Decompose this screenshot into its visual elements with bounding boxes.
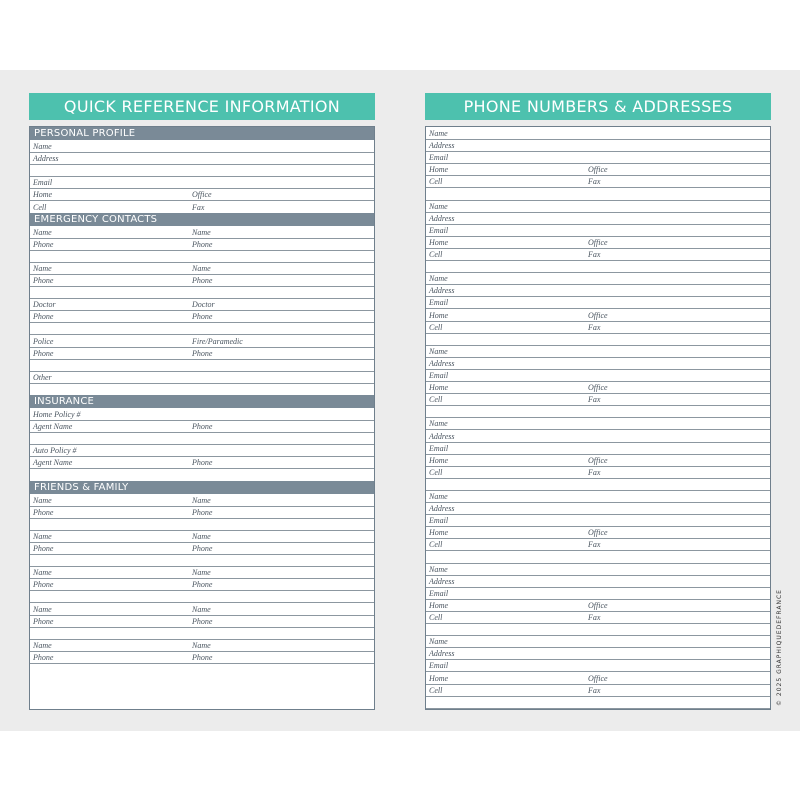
field-label: Fax [588,613,601,622]
write-line[interactable] [30,152,374,165]
write-line[interactable] [30,530,374,543]
field-label: Name [33,495,52,505]
field-label: Phone [33,507,54,517]
field-label: Phone [192,239,213,249]
write-line[interactable] [30,494,374,507]
field-label: Cell [33,202,47,212]
section-heading: FRIENDS & FAMILY [30,481,374,494]
write-line[interactable] [426,260,770,273]
write-line[interactable] [426,345,770,358]
write-line[interactable] [426,284,770,297]
write-line[interactable] [426,175,770,188]
write-line[interactable] [30,578,374,591]
write-line[interactable] [30,420,374,433]
write-line[interactable] [426,684,770,697]
section-heading: PERSONAL PROFILE [30,127,374,140]
write-line[interactable] [426,127,770,140]
field-label: Cell [429,250,443,259]
field-label: Address [429,576,455,586]
write-line[interactable] [30,274,374,287]
write-line[interactable] [30,201,374,214]
field-label: Email [429,225,449,235]
write-line[interactable] [30,176,374,189]
field-label: Name [192,495,211,505]
field-label: Name [33,568,52,578]
write-line[interactable] [30,408,374,421]
field-label: Address [33,154,59,164]
field-label: Email [33,178,53,188]
field-label: Name [192,263,211,273]
field-label: Cell [429,177,443,187]
field-label: Address [429,213,455,223]
field-label: Home [429,673,449,683]
write-line[interactable] [30,359,374,372]
field-label: Office [588,455,608,465]
write-line[interactable] [30,627,374,640]
write-line[interactable] [426,296,770,309]
write-line[interactable] [426,212,770,225]
field-label: Phone [192,544,213,553]
write-line[interactable] [426,163,770,176]
write-line[interactable] [30,250,374,263]
write-line[interactable] [426,442,770,455]
field-label: Name [429,129,448,138]
field-label: Fax [192,202,205,212]
field-label: Address [429,141,455,151]
field-label: Doctor [33,300,56,310]
field-label: Home [429,600,449,610]
write-line[interactable] [426,563,770,576]
field-label: Name [192,604,211,614]
write-line[interactable] [426,381,770,394]
field-label: Address [429,504,455,514]
write-line[interactable] [30,371,374,384]
write-line[interactable] [426,659,770,672]
field-label: Name [33,142,52,151]
field-label: Fax [588,467,601,477]
write-line[interactable] [30,506,374,519]
field-label: Office [588,528,608,538]
field-label: Email [429,516,449,526]
write-line[interactable] [30,554,374,567]
field-label: Cell [429,613,443,622]
write-line[interactable] [30,298,374,311]
field-label: Fax [588,177,601,187]
field-label: Phone [33,239,54,249]
field-label: Name [429,346,448,356]
write-line[interactable] [426,551,770,564]
quick-reference-header [29,93,375,120]
write-line[interactable] [30,226,374,239]
write-line[interactable] [426,139,770,152]
field-label: Email [429,588,449,598]
write-line[interactable] [30,188,374,201]
write-line[interactable] [426,538,770,551]
write-line[interactable] [30,603,374,616]
write-line[interactable] [426,696,770,709]
write-line[interactable] [426,526,770,539]
field-label: Fax [588,685,601,695]
field-label: Home Policy # [33,410,81,419]
field-label: Phone [192,312,213,322]
write-line[interactable] [30,456,374,469]
field-label: Phone [192,422,213,432]
field-label: Cell [429,395,443,405]
write-line[interactable] [30,140,374,153]
field-label: Fire/Paramedic [192,336,243,346]
field-label: Name [429,492,448,501]
write-line[interactable] [426,466,770,479]
field-label: Phone [33,544,54,553]
write-line[interactable] [426,514,770,527]
field-label: Office [588,673,608,683]
copyright-notice: © 2025 GRAPHIQUEDEFRANCE [776,589,783,706]
field-label: Phone [192,458,213,468]
field-label: Home [33,190,53,200]
quick-reference-form [29,126,375,710]
field-label: Home [429,383,449,393]
phone-numbers-title: PHONE NUMBERS & ADDRESSES [463,97,733,116]
write-line[interactable] [426,672,770,685]
write-line[interactable] [426,623,770,636]
write-line[interactable] [426,611,770,624]
field-label: Fax [588,322,601,332]
field-label: Phone [33,652,54,662]
write-line[interactable] [30,164,374,177]
field-label: Phone [192,580,213,590]
field-label: Cell [429,467,443,477]
field-label: Name [33,263,52,273]
write-line[interactable] [426,357,770,370]
field-label: Home [429,165,449,175]
field-label: Address [429,286,455,296]
write-line[interactable] [426,490,770,503]
write-line[interactable] [426,430,770,443]
field-label: Phone [33,348,54,358]
field-label: Office [588,237,608,247]
field-label: Office [192,190,212,200]
field-label: Email [429,298,449,308]
write-line[interactable] [426,236,770,249]
write-line[interactable] [426,599,770,612]
section-heading: EMERGENCY CONTACTS [30,213,374,226]
write-line[interactable] [426,405,770,418]
field-label: Phone [192,616,213,626]
field-label: Other [33,372,52,382]
field-label: Name [429,419,448,429]
field-label: Name [429,201,448,211]
write-line[interactable] [30,615,374,628]
field-label: Email [429,443,449,453]
write-line[interactable] [30,310,374,323]
field-label: Name [429,274,448,284]
field-label: Phone [192,276,213,285]
field-label: Phone [192,507,213,517]
write-line[interactable] [426,635,770,648]
write-line[interactable] [30,238,374,251]
write-line[interactable] [30,432,374,445]
field-label: Fax [588,250,601,259]
write-line[interactable] [426,333,770,346]
section-heading: INSURANCE [30,395,374,408]
field-label: Auto Policy # [33,446,77,456]
write-line[interactable] [30,383,374,396]
write-line[interactable] [426,393,770,406]
field-label: Fax [588,540,601,550]
write-line[interactable] [30,518,374,531]
write-line[interactable] [30,286,374,299]
field-label: Office [588,600,608,610]
field-label: Address [429,649,455,659]
field-label: Cell [429,540,443,550]
field-label: Office [588,383,608,393]
field-label: Email [429,371,449,380]
field-label: Home [429,455,449,465]
field-label: Home [429,237,449,247]
field-label: Address [429,431,455,441]
write-line[interactable] [426,224,770,237]
write-line[interactable] [426,272,770,285]
phone-numbers-form [425,126,771,710]
write-line[interactable] [426,587,770,600]
field-label: Office [588,310,608,320]
write-line[interactable] [426,454,770,467]
field-label: Fax [588,395,601,405]
write-line[interactable] [30,347,374,360]
field-label: Name [33,531,52,541]
quick-reference-title: QUICK REFERENCE INFORMATION [63,97,341,116]
field-label: Email [429,153,449,163]
write-line[interactable] [30,322,374,335]
write-line[interactable] [426,369,770,382]
field-label: Doctor [192,300,215,310]
field-label: Name [192,568,211,578]
write-line[interactable] [30,590,374,603]
write-line[interactable] [30,651,374,664]
field-label: Name [429,564,448,574]
write-line[interactable] [30,566,374,579]
field-label: Phone [192,652,213,662]
write-line[interactable] [426,151,770,164]
phone-numbers-header [425,93,771,120]
write-line[interactable] [426,248,770,261]
write-line[interactable] [426,321,770,334]
write-line[interactable] [426,478,770,491]
field-label: Name [192,227,211,237]
field-label: Name [33,604,52,614]
write-line[interactable] [426,647,770,660]
write-line[interactable] [426,200,770,213]
write-line[interactable] [30,335,374,348]
field-label: Name [33,227,52,237]
write-line[interactable] [426,309,770,322]
write-line[interactable] [30,639,374,652]
write-line[interactable] [30,444,374,457]
write-line[interactable] [30,542,374,555]
field-label: Police [33,336,54,346]
field-label: Cell [429,685,443,695]
field-label: Office [588,165,608,175]
write-line[interactable] [426,575,770,588]
field-label: Address [429,358,455,368]
write-line[interactable] [426,188,770,201]
field-label: Phone [33,616,54,626]
field-label: Name [192,640,211,650]
field-label: Name [33,640,52,650]
field-label: Phone [33,312,54,322]
field-label: Phone [33,580,54,590]
write-line[interactable] [426,502,770,515]
field-label: Email [429,661,449,671]
field-label: Phone [33,276,54,285]
write-line[interactable] [30,469,374,482]
field-label: Phone [192,348,213,358]
field-label: Name [192,531,211,541]
field-label: Home [429,310,449,320]
field-label: Name [429,637,448,647]
field-label: Cell [429,322,443,332]
write-line[interactable] [426,417,770,430]
field-label: Agent Name [33,458,73,468]
field-label: Home [429,528,449,538]
field-label: Agent Name [33,422,73,432]
write-line[interactable] [30,262,374,275]
